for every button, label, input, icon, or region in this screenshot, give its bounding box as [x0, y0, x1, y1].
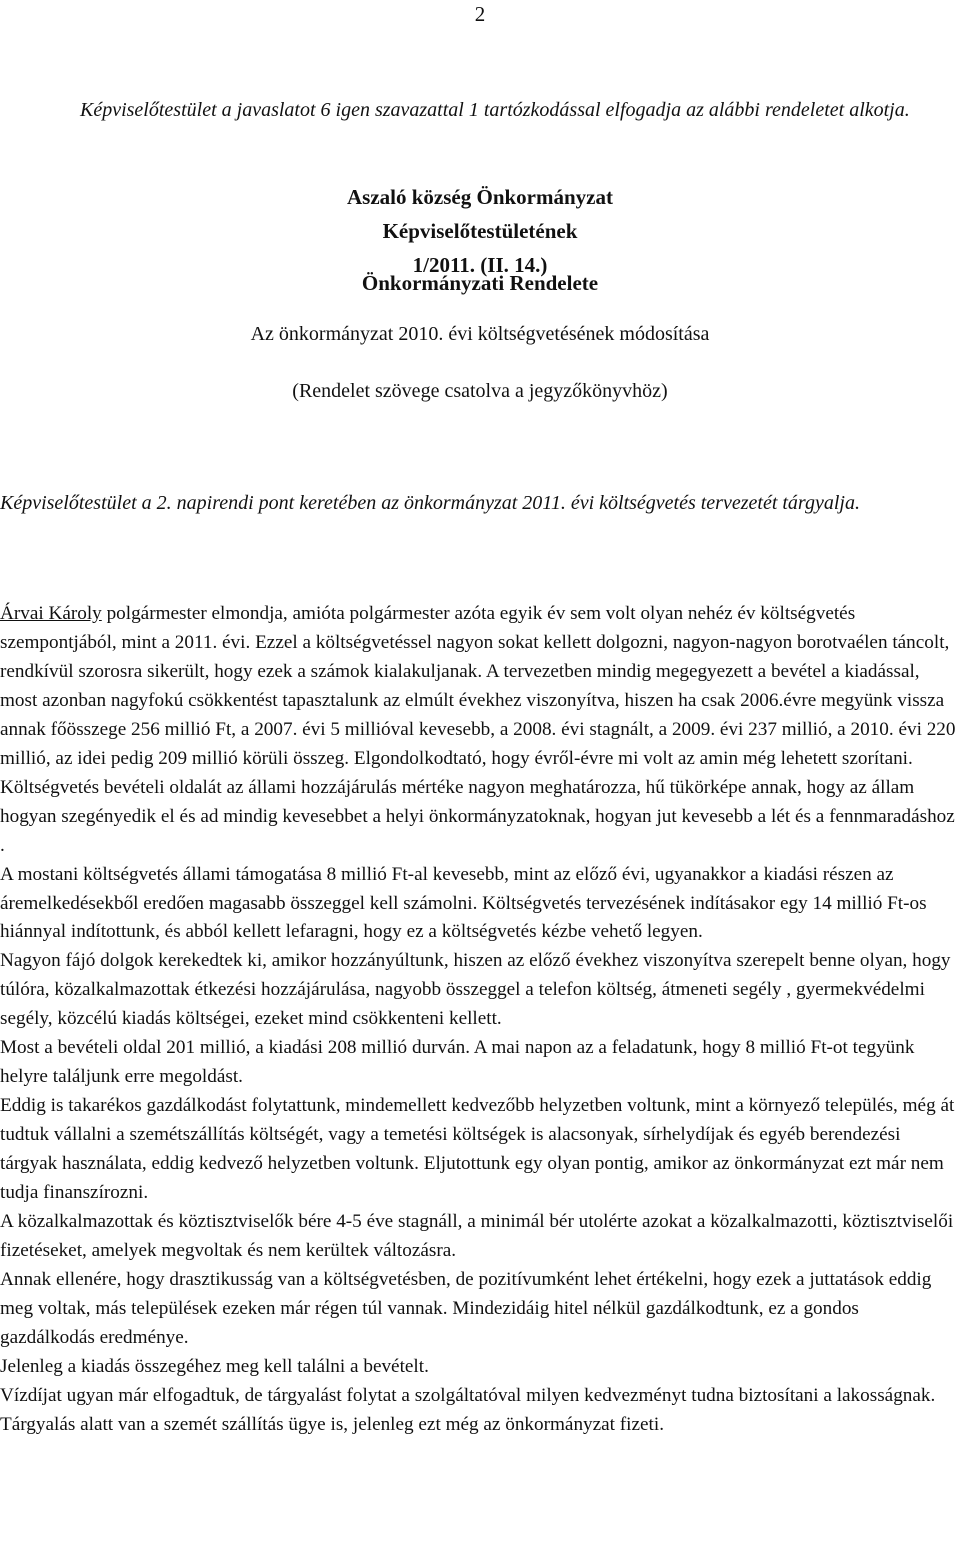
paragraph-7: A közalkalmazottak és köztisztviselők bére 4-5 éve stagnáll, a minimál bér utolérte azokat a közalkalmazotti, köztisztviselői fizetéseket, amelyek megvoltak és nem kerültek változásra.: [0, 1211, 954, 1261]
paragraph-3: A mostani költségvetés állami támogatása 8 millió Ft-al kevesebb, mint az előző évi, ugyanakkor a kiadási részen az áremelkedésekből eredően magasabb összeggel kell számolni. Költségvetés tervezésének indításakor egy 14 millió Ft-os hiánnyal indítottunk, és abból kellett lefaragni, hogy ez a költségvetés kézbe vehető legyen.: [0, 863, 927, 943]
speaker-name: Árvai Károly: [0, 603, 102, 624]
minutes-body: [0, 600, 958, 1440]
agenda-paragraph: Képviselőtestület a 2. napirendi pont keretében az önkormányzat 2011. évi költségvetés tervezetét tárgyalja.: [0, 492, 860, 514]
paragraph-9: Jelenleg a kiadás összegéhez meg kell találni a bevételt.: [0, 1355, 429, 1377]
paragraph-5: Most a bevételi oldal 201 millió, a kiadási 208 millió durván. A mai napon az a feladatunk, hogy 8 millió Ft-ot tegyünk helyre találjunk erre megoldást.: [0, 1037, 915, 1088]
decree-title-line-2: Képviselőtestületének: [382, 219, 578, 243]
decree-title-line-3: 1/2011. (II. 14.): [412, 253, 548, 277]
page-number: 2: [474, 2, 486, 26]
paragraph-4: Nagyon fájó dolgok kerekedtek ki, amikor hozzányúltunk, hiszen az előző évekhez viszonyítva szerepelt benne olyan, hogy túlóra, közalkalmazottak étkezési hozzájárulása, nagyobb összeggel a telefon költség, átmeneti segély , gyermekvédelmi segély, közcélú kiadás költségei, ezeket mind csökkenteni kellett.: [0, 950, 951, 1030]
decree-title-line-1: Aszaló község Önkormányzat: [347, 185, 613, 209]
paragraph-8: Annak ellenére, hogy drasztikusság van a költségvetésben, de pozitívumként lehet értékelni, hogy ezek a juttatások eddig meg voltak, más települések ezeken már régen túl vannak. Mindezidáig hitel nélkül gazdálkodtunk, ez a gondos gazdálkodás eredménye.: [0, 1268, 932, 1348]
paragraph-10: Vízdíjat ugyan már elfogadtuk, de tárgyalást folytat a szolgáltatóval milyen kedvezményt tudna biztosítani a lakosságnak. Tárgyalás alatt van a szemét szállítás ügye is, jelenleg ezt még az önkormányzat fizeti.: [0, 1384, 936, 1435]
intro-paragraph: Képviselőtestület a javaslatot 6 igen szavazattal 1 tartózkodással elfogadja az alábbi rendeletet alkotja.: [80, 99, 910, 121]
paragraph-6: Eddig is takarékos gazdálkodást folytattunk, mindemellett kedvezőbb helyzetben voltunk, mint a környező település, még át tudtuk vállalni a szemétszállítás költségét, vagy a temetési költségek is alacsonyak, sírhelydíjak és egyéb berendezési tárgyak használata, eddig kedvező helyzetben voltunk. Eljutottunk egy olyan pontig, amikor az önkormányzat ezt már nem tudja finanszírozni.: [0, 1095, 955, 1204]
decree-note: (Rendelet szövege csatolva a jegyzőkönyvhöz): [292, 380, 668, 402]
paragraph-2: Költségvetés bevételi oldalát az állami hozzájárulás mértéke nagyon meghatározza, hű tükörképe annak, hogy az állam hogyan szegényedik el és ad mindig kevesebbet a helyi önkormányzatoknak, hogyan jut kevesebb a lét és a fennmaradáshoz .: [0, 776, 955, 856]
decree-title-line-4: Önkormányzati Rendelete: [361, 271, 599, 295]
paragraph-1: [0, 600, 958, 774]
paragraph-1-text: polgármester elmondja, amióta polgármester azóta egyik év sem volt olyan nehéz év költségvetés szempontjából, mint a 2011. évi. Ezzel a költségvetéssel nagyon sokat kellett dolgozni, nagyon-nagyon borotvaélen táncolt, rendkívül szorosra sikerült, hogy ezek a számok kialakuljanak. A tervezetben mindig megegyezett a bevétel a kiadással, most azonban nagyfokú csökkentést tapasztalunk az elmúlt évekhez viszonyítva, hiszen ha csak 2006.évre megyünk vissza annak főösszege 256 millió Ft, a 2007. évi 5 millióval kevesebb, a 2008. évi stagnált, a 2009. évi 237 millió, a 2010. évi 220 millió, az idei pedig 209 millió körüli összeg. Elgondolkodtató, hogy évről-évre mi volt az amin még lehetett szorítani.: [0, 603, 956, 769]
decree-subject: Az önkormányzat 2010. évi költségvetésének módosítása: [250, 323, 710, 345]
